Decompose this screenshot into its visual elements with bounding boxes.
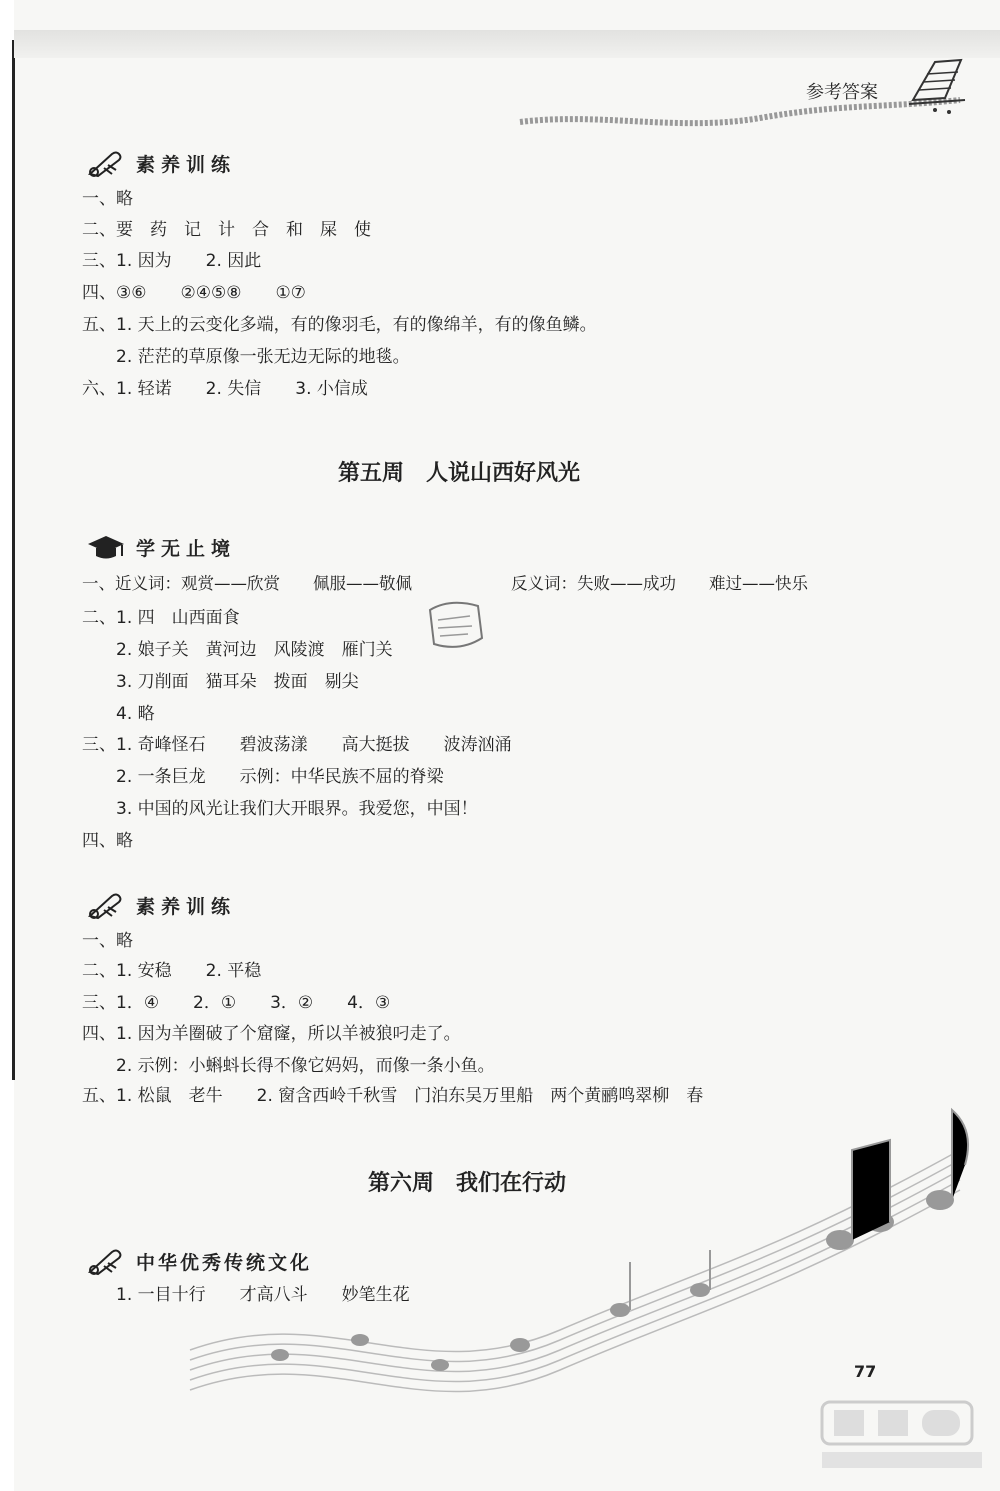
page-number: 77: [854, 1362, 877, 1381]
answer-line: 六、1. 轻诺 2. 失信 3. 小信成: [82, 379, 368, 399]
answer-line: 2. 茫茫的草原像一张无边无际的地毯。: [82, 347, 410, 367]
answer-line: 三、1. 奇峰怪石 碧波荡漾 高大挺拔 波涛汹涌: [82, 735, 512, 755]
section-title: 学无止境: [136, 537, 237, 560]
answer-line: 3. 刀削面 猫耳朵 拨面 剔尖: [82, 672, 359, 692]
mxqe-watermark-logo: [818, 1396, 988, 1476]
answer-line: 一、略: [82, 189, 133, 209]
answer-line: 四、略: [82, 831, 133, 851]
answer-line: 三、1. 因为 2. 因此: [82, 251, 262, 271]
answer-line: 4. 略: [82, 704, 155, 724]
answer-line: 一、近义词：观赏——欣赏 佩服——敬佩 反义词：失败——成功 难过——快乐: [82, 574, 808, 593]
answer-line: 一、略: [82, 931, 133, 951]
header-title: 参考答案: [806, 82, 878, 103]
answer-line: 3. 中国的风光让我们大开眼界。我爱您，中国！: [82, 799, 478, 819]
answer-line: 五、1. 天上的云变化多端，有的像羽毛，有的像绵羊，有的像鱼鳞。: [82, 315, 597, 335]
answer-line: 2. 示例：小蝌蚪长得不像它妈妈，而像一条小鱼。: [82, 1056, 495, 1076]
section-title: 素养训练: [136, 153, 237, 176]
answer-line: 四、③⑥ ②④⑤⑧ ①⑦: [82, 283, 306, 303]
answer-line: 五、1. 松鼠 老牛 2. 窗含西岭千秋雪 门泊东吴万里船 两个黄鹂鸣翠柳 春: [82, 1086, 704, 1106]
answer-line: 2. 一条巨龙 示例：中华民族不屈的脊梁: [82, 767, 444, 787]
section-title: 中华优秀传统文化: [136, 1251, 313, 1274]
answer-line: 2. 娘子关 黄河边 风陵渡 雁门关: [82, 640, 393, 660]
answer-line: 四、1. 因为羊圈破了个窟窿，所以羊被狼叼走了。: [82, 1024, 461, 1044]
section-title: 素养训练: [136, 895, 237, 918]
answer-line: 1. 一目十行 才高八斗 妙笔生花: [82, 1285, 410, 1305]
week-six-title: 第六周 我们在行动: [368, 1171, 567, 1196]
week-five-title: 第五周 人说山西好风光: [338, 461, 581, 486]
answer-line: 二、1. 四 山西面食: [82, 608, 240, 628]
answer-line: 二、要 药 记 计 合 和 屎 使: [82, 220, 371, 240]
answer-line: 二、1. 安稳 2. 平稳: [82, 961, 262, 981]
answer-line: 三、1．④ 2．① 3．② 4．③: [82, 993, 391, 1013]
